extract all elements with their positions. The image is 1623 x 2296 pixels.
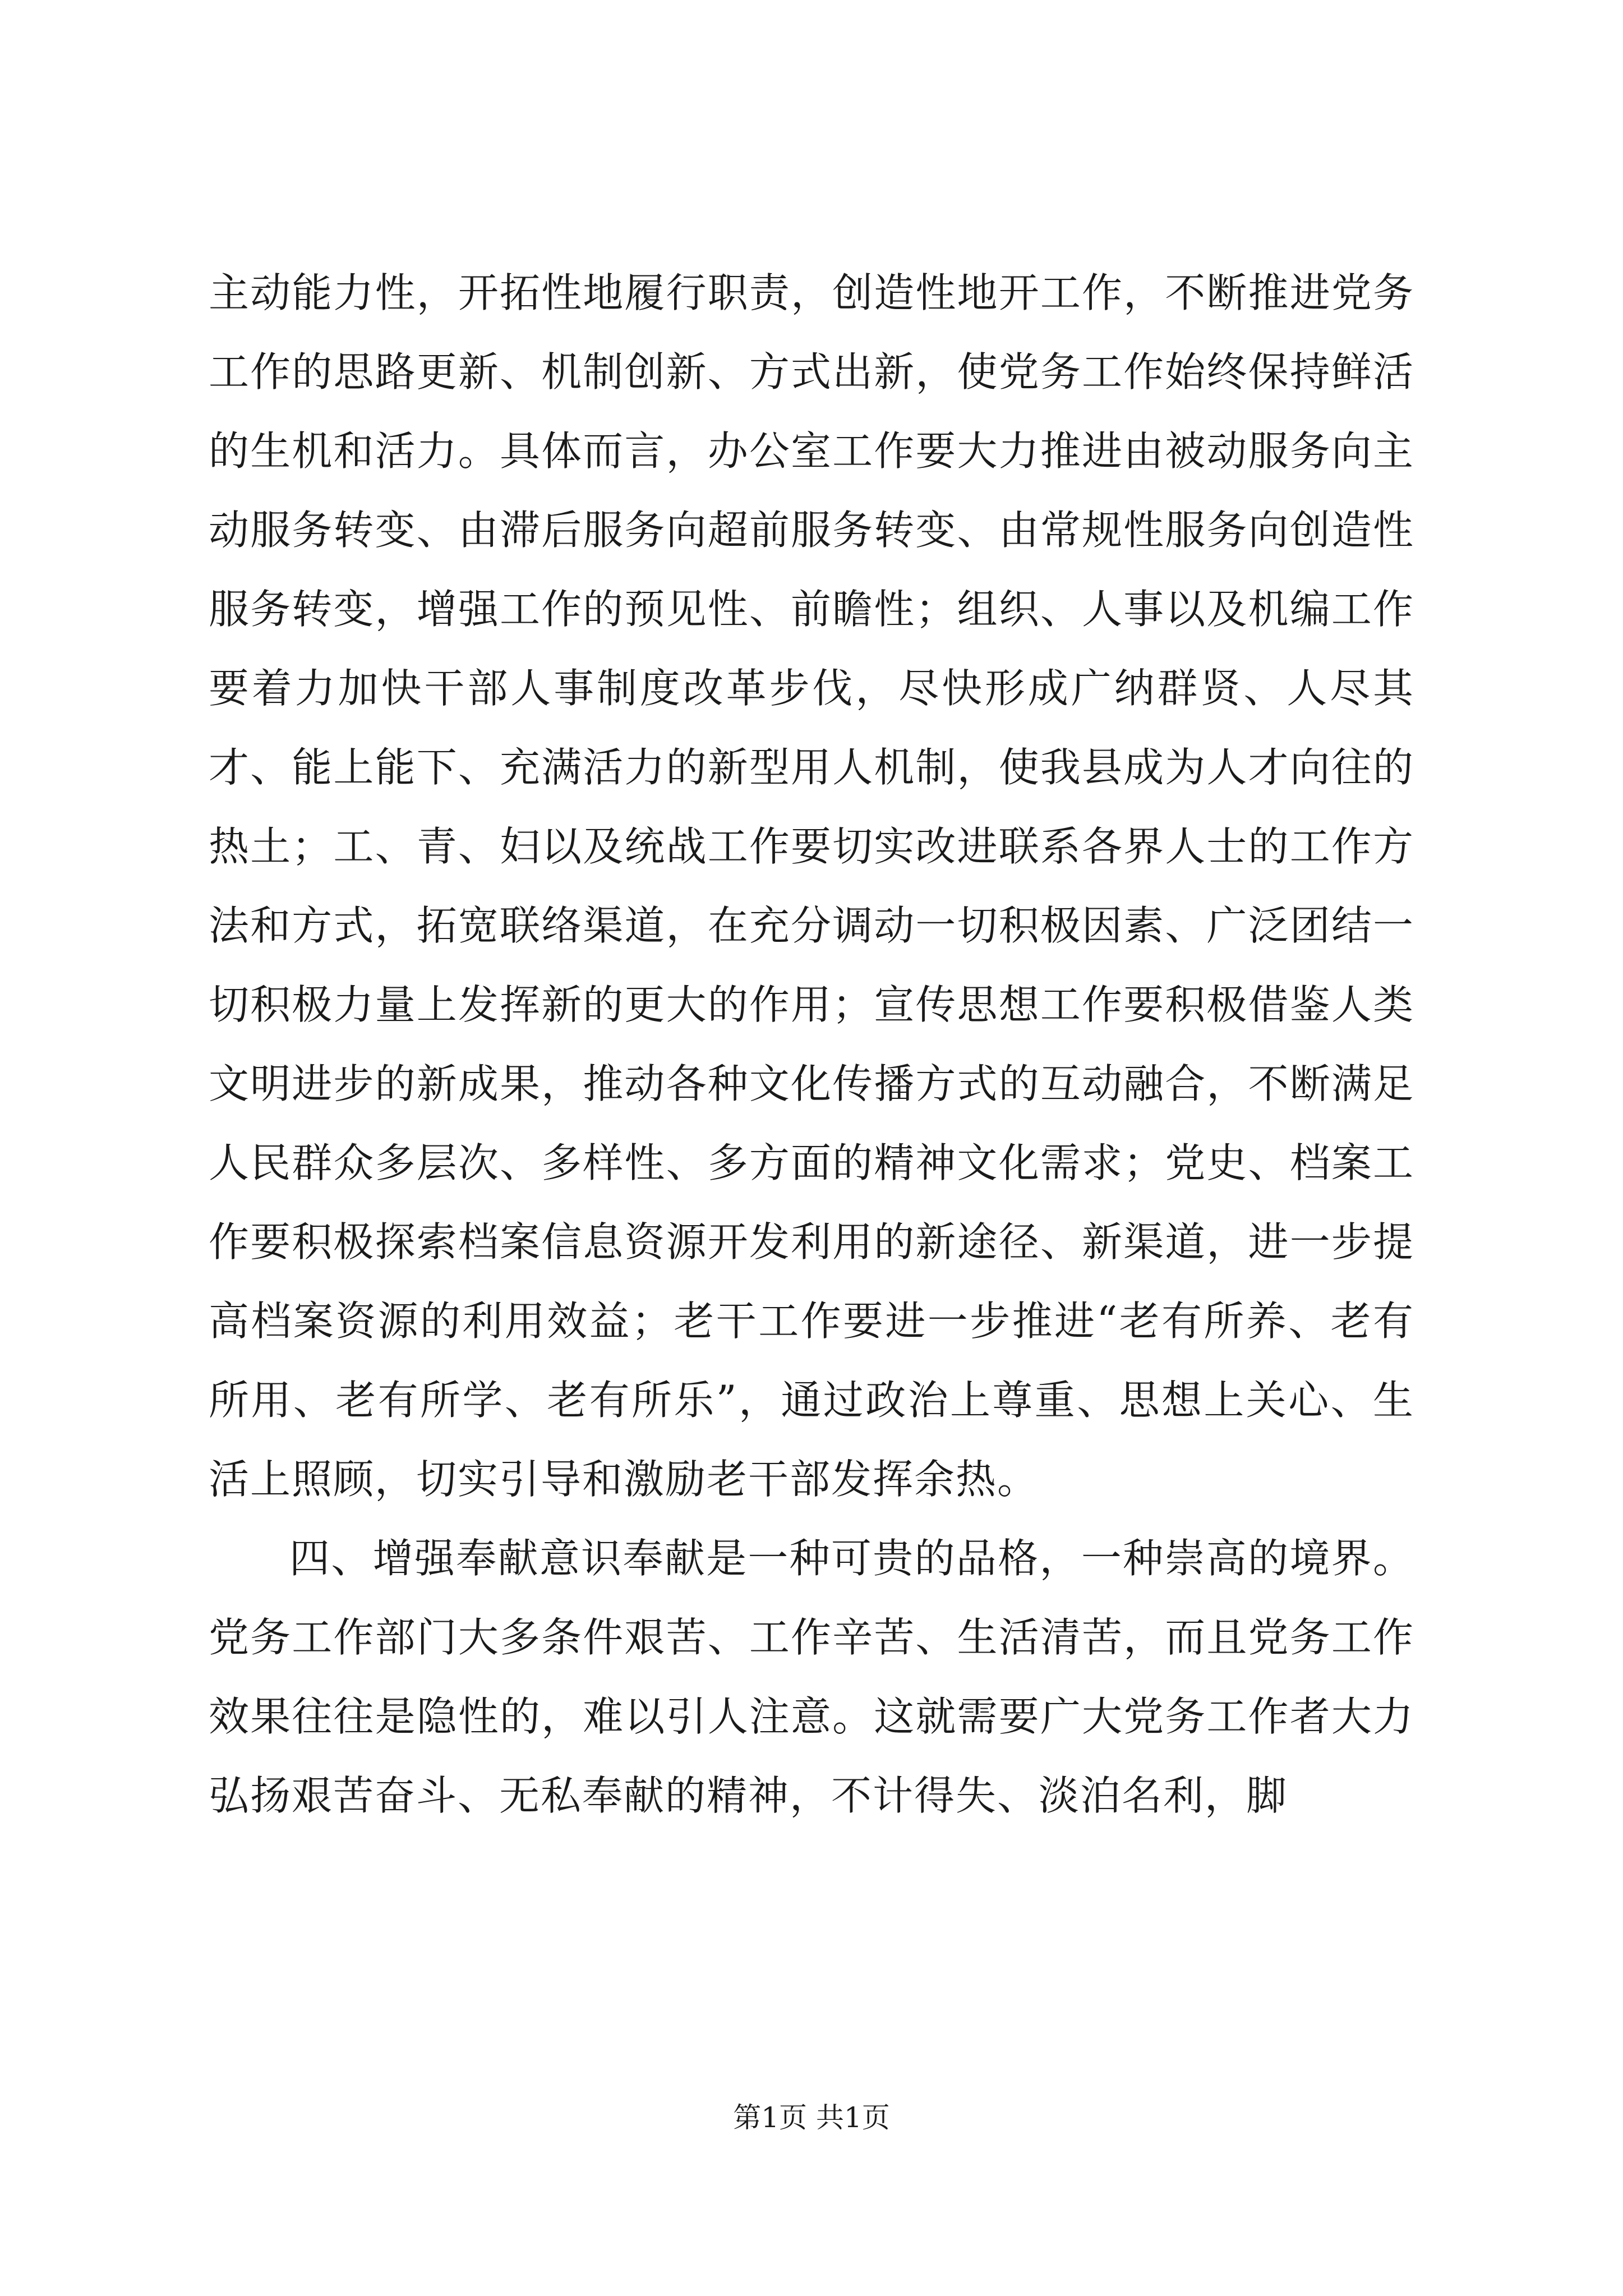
paragraph: 四、增强奉献意识奉献是一种可贵的品格，一种崇高的境界。党务工作部门大多条件艰苦、工作辛苦、生活清苦，而且党务工作效果往往是隐性的，难以引人注意。这就需要广大党务工作者大力弘扬艰苦奋斗、无私奉献的精神，不计得失、淡泊名利，脚 [209, 1535, 1414, 1819]
page-footer: 第1页 共1页 [733, 2101, 890, 2134]
paragraph: 主动能力性，开拓性地履行职责，创造性地开工作，不断推进党务工作的思路更新、机制创新、方式出新，使党务工作始终保持鲜活的生机和活力。具体而言，办公室工作要大力推进由被动服务向主动服务转变、由滞后服务向超前服务转变、由常规性服务向创造性服务转变，增强工作的预见性、前瞻性；组织、人事以及机编工作要着力加快干部人事制度改革步伐，尽快形成广纳群贤、人尽其才、能上能下、充满活力的新型用人机制，使我县成为人才向往的热土；工、青、妇以及统战工作要切实改进联系各界人士的工作方法和方式，拓宽联络渠道，在充分调动一切积极因素、广泛团结一切积极力量上发挥新的更大的作用；宣传思想工作要积极借鉴人类文明进步的新成果，推动各种文化传播方式的互动融合，不断满足人民群众多层次、多样性、多方面的精神文化需求；党史、档案工作要积极探索档案信息资源开发利用的新途径、新渠道，进一步提高档案资源的利用效益；老干工作要进一步推进“老有所养、老有所用、老有所学、老有所乐”，通过政治上尊重、思想上关心、生活上照顾，切实引导和激励老干部发挥余热。 [209, 269, 1414, 1503]
body-text [209, 254, 1414, 1835]
